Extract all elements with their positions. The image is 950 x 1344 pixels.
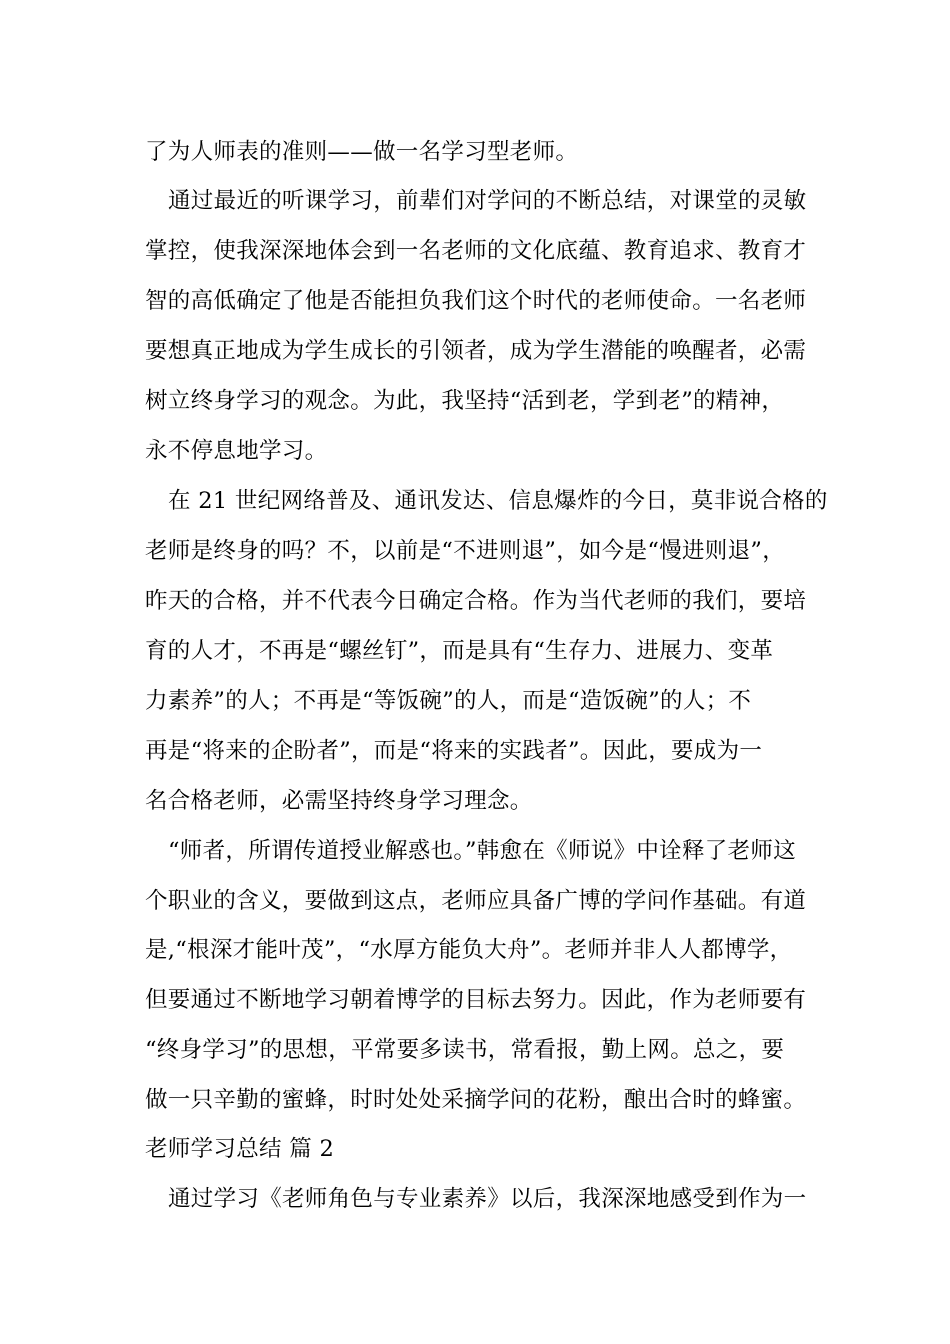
paragraph-first-line: 在 21 世纪网络普及、通讯发达、信息爆炸的今日，莫非说合格的	[168, 488, 828, 514]
text-line: 名合格老师，必需坚持终身学习理念。	[145, 788, 533, 814]
text-line: 要想真正地成为学生成长的引领者，成为学生潜能的唤醒者，必需	[145, 338, 807, 364]
text-line: 但要通过不断地学习朝着博学的目标去努力。因此，作为老师要有	[145, 987, 807, 1013]
text-line: 做一只辛勤的蜜蜂，时时处处采摘学问的花粉，酿出合时的蜂蜜。	[145, 1087, 807, 1113]
paragraph-first-line: 通过学习《老师角色与专业素养》以后，我深深地感受到作为一	[168, 1186, 807, 1212]
text-line: 了为人师表的准则——做一名学习型老师。	[145, 139, 579, 165]
paragraph-first-line: “师者，所谓传道授业解惑也。”韩愈在《师说》中诠释了老师这	[168, 838, 796, 864]
text-line: 昨天的合格，并不代表今日确定合格。作为当代老师的我们，要培	[145, 588, 807, 614]
text-line: 永不停息地学习。	[145, 438, 328, 464]
text-line: 树立终身学习的观念。为此，我坚持“活到老，学到老”的精神，	[145, 388, 785, 414]
section-heading: 老师学习总结 篇 2	[145, 1136, 335, 1162]
text-line: 老师是终身的吗？不，以前是“不进则退”，如今是“慢进则退”，	[145, 538, 786, 564]
text-line: “终身学习”的思想，平常要多读书，常看报，勤上网。总之，要	[145, 1037, 785, 1063]
paragraph-first-line: 通过最近的听课学习，前辈们对学问的不断总结，对课堂的灵敏	[168, 188, 807, 214]
text-line: 力素养”的人；不再是“等饭碗”的人，而是“造饭碗”的人；不	[145, 688, 752, 714]
text-line: 个职业的含义，要做到这点，老师应具备广博的学问作基础。有道	[145, 888, 807, 914]
text-line: 是,“根深才能叶茂”，“水厚方能负大舟”。老师并非人人都博学，	[145, 937, 793, 963]
text-line: 育的人才，不再是“螺丝钉”，而是具有“生存力、进展力、变革	[145, 638, 774, 664]
text-line: 掌控，使我深深地体会到一名老师的文化底蕴、教育追求、教育才	[145, 238, 807, 264]
text-line: 智的高低确定了他是否能担负我们这个时代的老师使命。一名老师	[145, 288, 807, 314]
text-line: 再是“将来的企盼者”，而是“将来的实践者”。因此，要成为一	[145, 738, 763, 764]
